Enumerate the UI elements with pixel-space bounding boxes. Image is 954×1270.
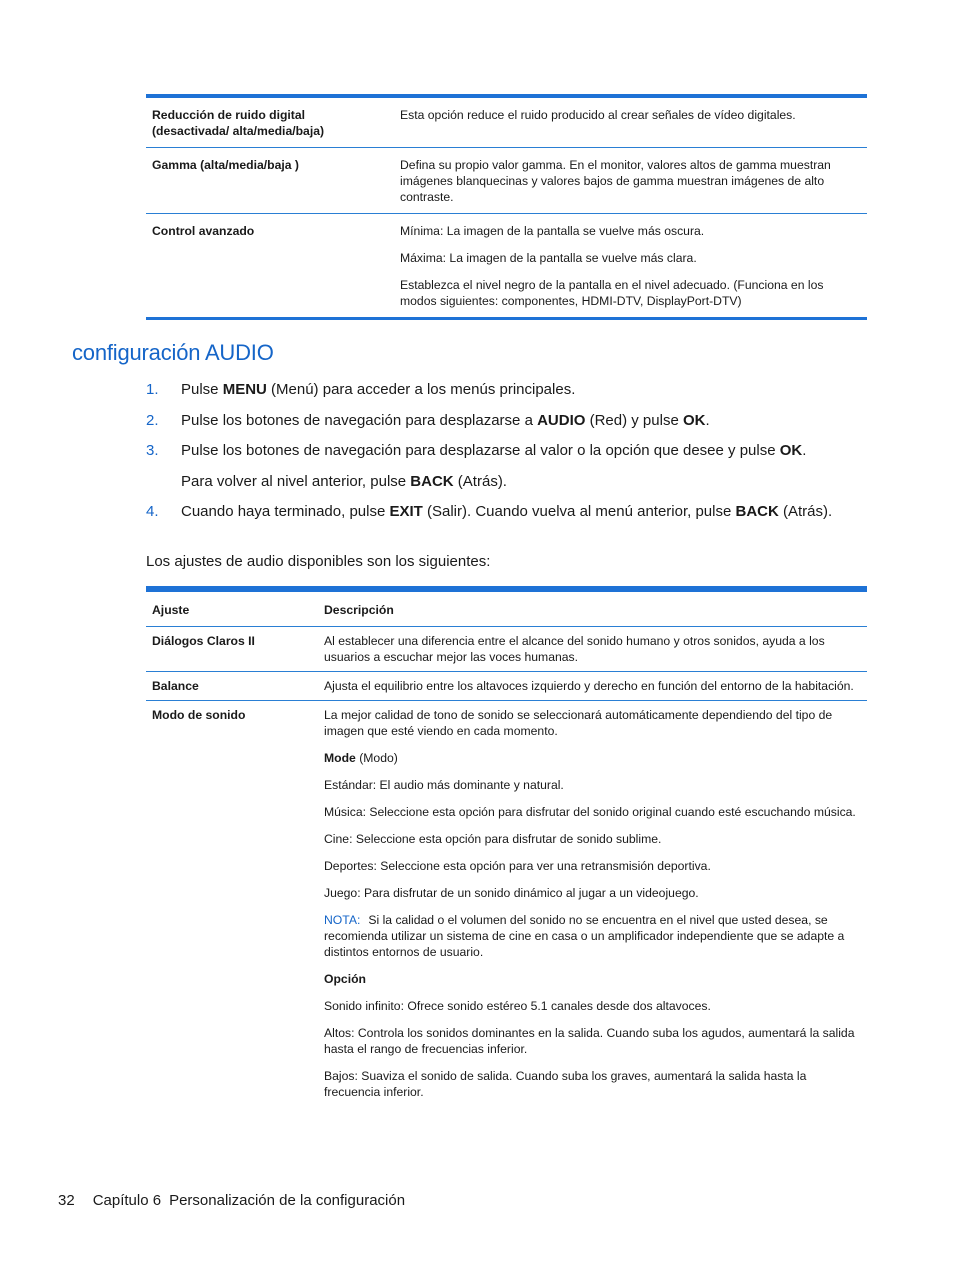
step-keyword: AUDIO [537,411,586,429]
description-text: Bajos: Suaviza el sonido de salida. Cuando suba los graves, aumentará la salida hasta la frecuencia inferior. [324,1069,807,1099]
step-item [146,411,866,430]
note-text: Si la calidad o el volumen del sonido no se encuentra en el nivel que usted desea, se recomienda utilizar un sistema de cine en casa o un amplificador independiente que se adapte a distintos entornos de usuario. [324,913,845,959]
setting-description: Al establecer una diferencia entre el alcance del sonido humano y otros sonidos, ayuda a los usuarios a escuchar mejor las voces humanas. [312,627,867,672]
description-text: Cine: Seleccione esta opción para disfrutar de sonido sublime. [324,832,662,846]
step-text: . [802,442,807,459]
step-text: Pulse los botones de navegación para desplazarse a [181,411,538,429]
section-heading: configuración AUDIO [72,340,274,365]
setting-name: Reducción de ruido digital (desactivada/ alta/media/baja) [146,96,388,148]
setting-description [312,701,867,1107]
description-text: Música: Seleccione esta opción para disfrutar del sonido original cuando esté escuchando música. [324,805,856,819]
display-settings-table [146,94,867,320]
step-number: 3. [146,442,159,459]
setting-description: Ajusta el equilibrio entre los altavoces izquierdo y derecho en función del entorno de la habitación. [312,672,867,701]
description-text: Máxima: La imagen de la pantalla se vuelve más clara. [400,251,697,265]
table-row [146,148,867,214]
step-text: Pulse [181,381,223,398]
step-text: Pulse los botones de navegación para desplazarse al valor o la opción que desee y pulse [181,442,780,459]
step-text: (Menú) para acceder a los menús principales. [266,381,576,398]
column-header: Ajuste [146,589,312,627]
step-number: 1. [146,381,159,398]
description-text: Establezca el nivel negro de la pantalla en el nivel adecuado. (Funciona en los modos siguientes: componentes, HDMI-DTV, DisplayPort-DTV) [400,278,824,308]
setting-name: Gamma (alta/media/baja ) [146,148,388,214]
description-text: La mejor calidad de tono de sonido se seleccionará automáticamente dependiendo del tipo de imagen que esté viendo en cada momento. [324,708,833,738]
description-text: Juego: Para disfrutar de un sonido dinámico al jugar a un videojuego. [324,886,699,900]
chapter-label: Capítulo 6 [92,1192,162,1209]
page-footer [58,1191,405,1210]
step-keyword: EXIT [389,503,423,520]
step-text: (Salir). Cuando vuelva al menú anterior, pulse [422,503,736,520]
step-item [146,441,866,460]
note-label: NOTA: [324,913,361,927]
table-row [146,701,867,1107]
description-text: Esta opción reduce el ruido producido al crear señales de vídeo digitales. [400,108,796,122]
step-number: 2. [146,411,159,429]
step-text: (Atrás). [778,503,833,520]
step-keyword: OK [779,442,803,459]
option-heading: Opción [324,972,366,986]
mode-text: (Modo) [355,751,398,765]
setting-name: Modo de sonido [152,708,246,722]
setting-name: Control avanzado [146,214,388,319]
step-keyword: MENU [222,381,267,398]
table-row [146,672,867,701]
steps-list [146,380,866,533]
step-item [146,502,866,521]
description-text: Estándar: El audio más dominante y natural. [324,778,564,792]
step-number: 4. [146,503,159,520]
description-text: Deportes: Seleccione esta opción para ver una retransmisión deportiva. [324,859,711,873]
table-row [146,96,867,148]
step-text: (Atrás). [453,472,507,490]
table-header-row [146,589,867,627]
setting-name: Diálogos Claros II [146,627,312,672]
table-row [146,627,867,672]
description-text: Defina su propio valor gamma. En el monitor, valores altos de gamma muestran imágenes blanquecinas y valores bajos de gamma muestran imágenes de alto contraste. [400,158,831,204]
step-text: Para volver al nivel anterior, pulse [181,472,411,490]
page-number: 32 [58,1192,75,1209]
setting-description [388,96,867,148]
description-text: Sonido infinito: Ofrece sonido estéreo 5.1 canales desde dos altavoces. [324,999,711,1013]
audio-settings-table [146,586,867,1106]
step-keyword: OK [682,411,706,429]
step-text: . [705,411,710,429]
step-text: (Red) y pulse [585,411,683,429]
step-text: Cuando haya terminado, pulse [181,503,390,520]
setting-description [388,214,867,319]
mode-line [324,750,861,766]
setting-name: Balance [146,672,312,701]
mode-keyword: Mode [324,751,356,765]
chapter-title: Personalización de la configuración [169,1192,406,1209]
description-text: Mínima: La imagen de la pantalla se vuelve más oscura. [400,224,705,238]
column-header: Descripción [312,589,867,627]
step-item [146,380,866,399]
step-keyword: BACK [735,503,779,520]
note [324,912,861,960]
description-text: Altos: Controla los sonidos dominantes en la salida. Cuando suba los agudos, aumentará la salida hasta el rango de frecuencias inferior. [324,1026,855,1056]
setting-description [388,148,867,214]
step-keyword: BACK [410,472,454,490]
intro-text: Los ajustes de audio disponibles son los siguientes: [146,553,491,570]
table-row [146,214,867,319]
step-subtext [146,472,866,491]
